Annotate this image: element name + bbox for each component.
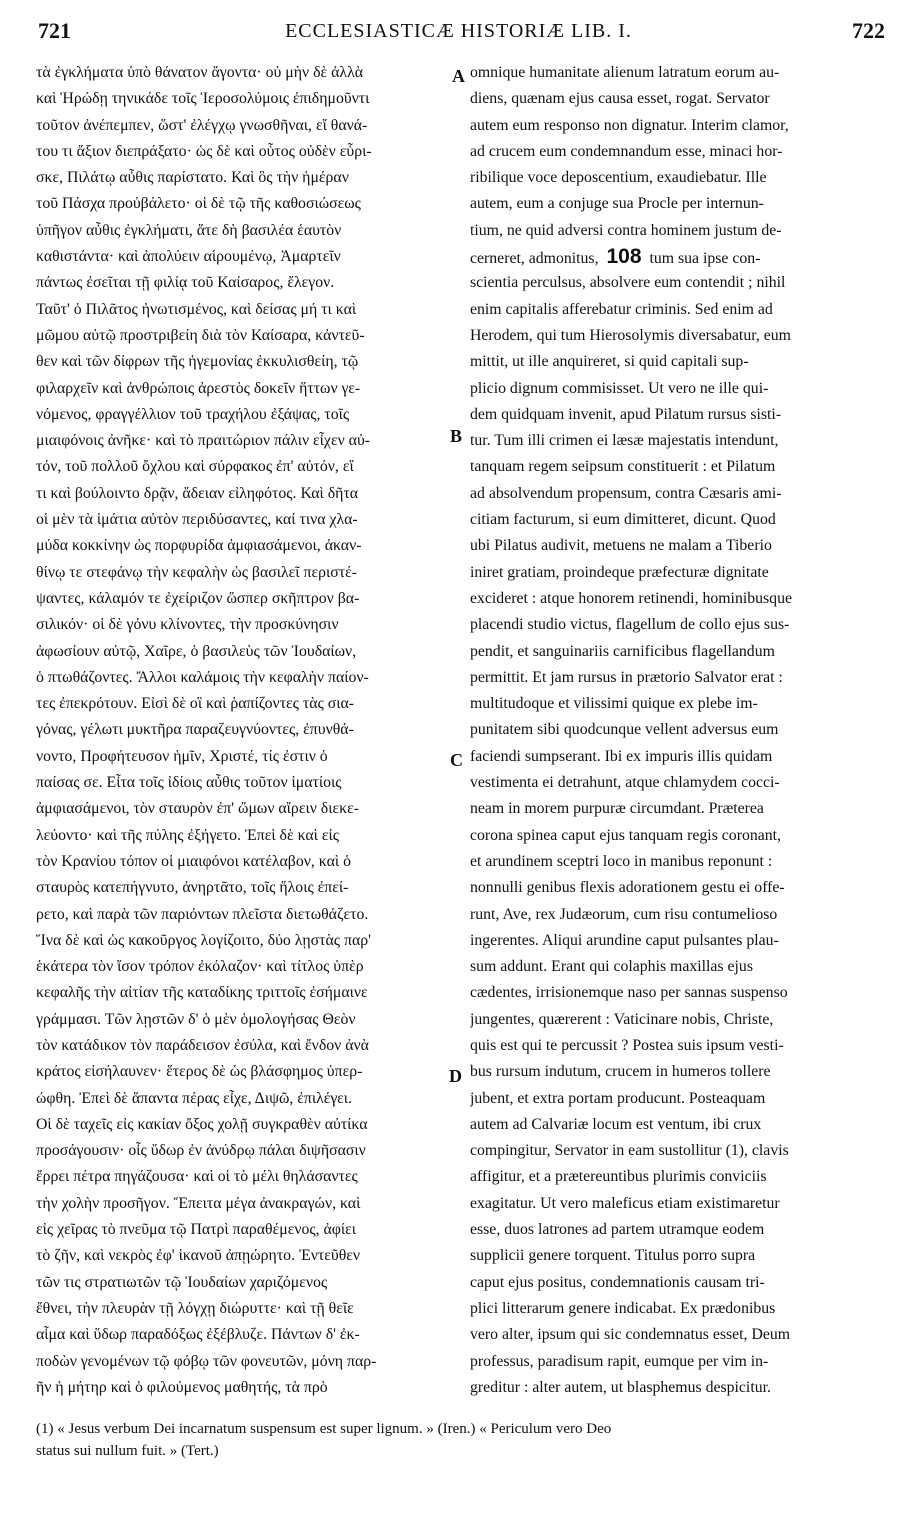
- margin-marker-b: B: [450, 426, 463, 446]
- latin-text-line: caput ejus positus, condemnationis causam tri-: [470, 1273, 765, 1291]
- latin-text-line: supplicii genere torquent. Titulus porro supra: [470, 1247, 756, 1265]
- greek-text-line: γράμμασι. Τῶν λῃστῶν δ' ὁ μὲν ὁμολογήσας Θεὸν: [36, 1010, 356, 1028]
- latin-text-line: multitudoque et vilissimi quique ex plebe im-: [470, 695, 758, 713]
- page-header: [32, 10, 885, 50]
- latin-text-line: nonnulli genibus flexis adorationem gestu ei offe-: [470, 879, 785, 897]
- greek-text-line: ἀφωσίουν αὐτῷ, Χαῖρε, ὁ βασιλεὺς τῶν Ἰουδαίων,: [36, 642, 357, 660]
- greek-text-line: κράτος εἰσήλαυνεν· ἕτερος δὲ ὡς βλάσφημος ὑπερ-: [36, 1063, 363, 1081]
- latin-text-line: mittit, ut ille anquireret, si quid capitali sup-: [470, 353, 749, 371]
- greek-text-line: ἔρρει πέτρα πηγάζουσα· καὶ οἱ τὸ μέλι θηλάσαντες: [36, 1168, 358, 1186]
- greek-text-line: νοντο, Προφήτευσον ἡμῖν, Χριστέ, τίς ἐστιν ὁ: [36, 747, 328, 765]
- latin-text-line: citiam facturum, si eum dimitteret, dicunt. Quod: [470, 511, 776, 529]
- greek-text-line: οἱ μὲν τὰ ἱμάτια αὐτὸν περιδύσαντες, καί τινα χλα-: [36, 511, 358, 529]
- footnote-line: status sui nullum fuit. » (Tert.): [36, 1443, 219, 1459]
- greek-text-line: ἑκάτερα τὸν ἴσον τρόπον ἐκόλαζον· καὶ τίτλος ὑπὲρ: [36, 958, 364, 976]
- latin-text-line: quis est qui te percussit ? Postea suis ipsum vesti-: [470, 1036, 784, 1054]
- greek-text-line: λεύοντο· καὶ τῆς πύλης ἐξήγετο. Ἐπεὶ δὲ καὶ εἰς: [36, 826, 340, 844]
- greek-text-line: τοῦ Πάσχα προὐβάλετο· οἱ δὲ τῷ τῆς καθοσιώσεως: [36, 195, 361, 213]
- latin-text-line: faciendi sumpserant. Ibi ex impuris illis quidam: [470, 747, 773, 765]
- latin-text-line: excideret : atque honorem retinendi, hominibusque: [470, 589, 792, 607]
- greek-text-line: ποδὼν γενομένων τῷ φόβῳ τῶν φονευτῶν, μόνη παρ-: [36, 1352, 377, 1370]
- greek-text-line: ἀμφιασάμενοι, τὸν σταυρὸν ἐπ' ὤμων αἴρειν διεκε-: [36, 800, 359, 818]
- latin-text-line: omnique humanitate alienum latratum eorum au-: [470, 64, 780, 81]
- greek-text-line: τι καὶ βούλοιντο δρᾷν, ἄδειαν εἰληφότος. Καὶ δῆτα: [36, 484, 359, 502]
- latin-text-line: compingitur, Servator in eam sustollitur (1), clavis: [470, 1142, 789, 1160]
- greek-text-line: φιλαρχεῖν καὶ ἀνθρώποις ἀρεστὸς δοκεῖν ἥττων γε-: [36, 379, 361, 397]
- left-page-number: 721: [38, 18, 71, 43]
- greek-text-line: παίσας σε. Εἶτα τοῖς ἰδίοις αὖθις τοῦτον ἱματίοις: [36, 774, 342, 792]
- latin-text-line: permittit. Et jam rursus in prætorio Salvator erat :: [470, 668, 783, 686]
- latin-text-line: plicio dignum commisisset. Ut vero ne ille qui-: [470, 379, 769, 397]
- greek-text-line: σκε, Πιλάτῳ αὖθις παρίστατο. Καὶ ὃς τὴν ἡμέραν: [36, 169, 349, 187]
- greek-text-line: μιαιφόνοις ἀνῆκε· καὶ τὸ πραιτώριον πάλιν εἶχεν αὐ-: [36, 432, 371, 450]
- latin-text-line: scientia perculsus, absolvere eum contendit ; nihil: [470, 274, 786, 292]
- greek-text-line: νόμενος, φραγγέλλιον τοῦ τραχήλου ἐξάψας, τοῖς: [36, 405, 350, 423]
- latin-text-line: greditur : alter autem, ut blasphemus despicitur.: [470, 1378, 771, 1396]
- latin-text-line: pendit, et sanguinariis carnificibus flagellandum: [470, 642, 775, 660]
- greek-text-line: αἷμα καὶ ὕδωρ παραδόξως ἐξέβλυζε. Πάντων δ' ἐκ-: [36, 1326, 360, 1344]
- greek-text-line: ῆν ἡ μήτηρ καὶ ὁ φιλούμενος μαθητής, τὰ πρὸ: [36, 1378, 328, 1396]
- greek-text-line: τόν, τοῦ πολλοῦ ὄχλου καὶ σύρφακος ἐπ' αὐτόν, εἴ: [36, 458, 354, 476]
- greek-text-column: [36, 60, 450, 1398]
- latin-text-line: Herodem, qui tum Hierosolymis diversabatur, eum: [470, 326, 791, 344]
- latin-text-line: placendi studio victus, flagellum de collo ejus sus-: [470, 616, 790, 634]
- greek-text-line: τῶν τις στρατιωτῶν τῷ Ἰουδαίων χαριζόμενος: [36, 1273, 328, 1291]
- latin-text-line: exagitatur. Ut vero maleficus etiam existimaretur: [470, 1194, 780, 1212]
- greek-text-line: ώφθη. Ἐπεὶ δὲ ἅπαντα πέρας εἶχε, Διψῶ, ἐπιλέγει.: [36, 1089, 352, 1107]
- footnote: [36, 1418, 883, 1462]
- latin-text-line: plici litterarum genere indicabat. Ex prædonibus: [470, 1299, 776, 1317]
- running-title: ECCLESIASTICÆ HISTORIÆ LIB. I.: [285, 20, 632, 42]
- latin-text-line: bus rursum indutum, crucem in humeros tollere: [470, 1063, 771, 1081]
- latin-text-line: autem, eum a conjuge sua Procle per internun-: [470, 195, 764, 213]
- greek-text-line: Ἵνα δὲ καὶ ὡς κακοῦργος λογίζοιτο, δύο λῃστὰς παρ': [36, 931, 371, 949]
- latin-text-line: ad crucem eum condemnandum esse, minaci hor-: [470, 142, 783, 160]
- latin-text-line: professus, paradisum rapit, eumque per vim in-: [470, 1352, 769, 1370]
- margin-marker-d: D: [449, 1066, 462, 1086]
- greek-text-line: κεφαλῆς τὴν αἰτίαν τῆς καταδίκης τριττοῖς ἐσήμαινε: [36, 984, 368, 1002]
- greek-text-line: τὴν χολὴν προσῆγον. Ἔπειτα μέγα ἀνακραγών, καὶ: [36, 1194, 361, 1212]
- greek-text-line: προσάγουσιν· οἷς ὕδωρ ἐν ἀνύδρῳ πάλαι διψῆσασιν: [36, 1142, 366, 1160]
- greek-text-line: πάντως ἐσεῖται τῇ φιλίᾳ τοῦ Καίσαρος, ἔλεγον.: [36, 274, 335, 292]
- latin-text-line: ribilique voce deposcentium, exaudiebatur. Ille: [470, 169, 767, 187]
- greek-text-line: τὸν κατάδικον τὸν παράδεισον ἐσύλα, καὶ ἔνδον ἀνὰ: [36, 1036, 369, 1054]
- margin-marker-c: C: [450, 750, 463, 770]
- latin-text-line: corona spinea caput ejus tanquam regis coronant,: [470, 826, 782, 844]
- latin-text-line: autem ad Calvariæ locum est ventum, ibi crux: [470, 1115, 762, 1133]
- greek-text-line: ψαντες, κάλαμόν τε ἐχείριζον ὥσπερ σκῆπτρον βα-: [36, 589, 360, 607]
- greek-text-line: τες ἐπεκρότουν. Εἰσὶ δὲ οἳ καὶ ῥαπίζοντες τὰς σια-: [36, 695, 355, 713]
- greek-text-line: Ταῦτ' ὁ Πιλᾶτος ἠνωτισμένος, καὶ δείσας μή τι καὶ: [36, 300, 357, 318]
- latin-text-line: vestimenta ei detrahunt, atque chlamydem cocci-: [470, 774, 780, 792]
- latin-text-line: neam in morem purpuræ circumdant. Præterea: [470, 800, 764, 818]
- greek-text-line: τοῦτον ἀνέπεμπεν, ὥστ' ἐλέγχῳ γνωσθῆναι, εἴ θανά-: [36, 116, 368, 134]
- latin-text-line: ubi Pilatus audivit, metuens ne malam a Tiberio: [470, 537, 772, 555]
- latin-text-line: diens, quænam ejus causa esset, rogat. Servator: [470, 90, 770, 108]
- greek-text-line: τὰ ἐγκλήματα ὑπὸ θάνατον ἄγοντα· οὐ μὴν δὲ ἀλλὰ: [36, 64, 364, 81]
- latin-text-line: dem quidquam invenit, apud Pilatum rursus sisti-: [470, 405, 782, 423]
- latin-text-line: runt, Ave, rex Judæorum, cum risu contumelioso: [470, 905, 778, 923]
- margin-marker-a: A: [452, 66, 465, 86]
- latin-text-line: tur. Tum illi crimen ei læsæ majestatis intendunt,: [470, 432, 779, 450]
- section-number: 108: [606, 245, 642, 269]
- greek-text-line: ἔθνει, τὴν πλευρὰν τῇ λόγχῃ διώρυττε· καὶ τῇ θεῖε: [36, 1299, 354, 1317]
- latin-text-line: tanquam regem seipsum constituerit : et Pilatum: [470, 458, 776, 476]
- greek-text-line: μῶμου αὐτῷ προστριβείη διὰ τὸν Καίσαρα, κἀντεῦ-: [36, 326, 365, 344]
- greek-text-line: γόνας, γέλωτι μυκτῆρα παραζευγνύοντες, ἐπυνθά-: [36, 721, 354, 739]
- latin-text-line: vero alter, ipsum qui sic condemnatus esset, Deum: [470, 1326, 791, 1344]
- latin-text-line: ingerentes. Aliqui arundine caput pulsantes plau-: [470, 931, 779, 949]
- greek-text-line: ὑπῆγον αὖθις ἐγκλήματι, ἅτε δὴ βασιλέα ἑαυτὸν: [36, 221, 342, 239]
- latin-text-line: [470, 244, 880, 270]
- latin-text-line: punitatem sibi quodcunque vellent adversus eum: [470, 721, 779, 739]
- latin-text-line: sum addunt. Erant qui colaphis maxillas ejus: [470, 958, 753, 976]
- greek-text-line: θεν καὶ τῶν δίφρων τῆς ἡγεμονίας ἐκκυλισθείη, τῷ: [36, 353, 359, 371]
- greek-text-line: Οἱ δὲ ταχεῖς εἰς κακίαν ὄξος χολῇ συγκραθὲν αὐτίκα: [36, 1115, 368, 1133]
- latin-text-line: cædentes, irrisionemque naso per sannas suspenso: [470, 984, 788, 1002]
- latin-text-line: iniret gratiam, proindeque præfecturæ dignitate: [470, 563, 769, 581]
- latin-text-line: affigitur, et a prætereuntibus plurimis conviciis: [470, 1168, 767, 1186]
- greek-text-line: τὸν Κρανίου τόπον οἱ μιαιφόνοι κατέλαβον, καὶ ὁ: [36, 852, 351, 870]
- latin-text-line: esse, duos latrones ad partem utramque eodem: [470, 1221, 765, 1239]
- latin-text-line: autem eum responso non dignatur. Interim clamor,: [470, 116, 789, 134]
- greek-text-line: του τι ἄξιον διεπράξατο· ὡς δὲ καὶ οὗτος οὐδὲν εὗρι-: [36, 142, 372, 160]
- greek-text-line: ὁ πτωθάζοντες. Ἄλλοι καλάμοις τὴν κεφαλὴν παίον-: [36, 668, 369, 686]
- latin-text-line: jubent, et extra portam producunt. Posteaquam: [470, 1089, 766, 1107]
- greek-text-line: θίνῳ τε στεφάνῳ τὴν κεφαλὴν ὡς βασιλεῖ περιστέ-: [36, 563, 357, 581]
- footnote-line: (1) « Jesus verbum Dei incarnatum suspensum est super lignum. » (Iren.) « Periculum vero Deo: [36, 1421, 612, 1437]
- latin-text-line: tium, ne quid adversi contra hominem justum de-: [470, 221, 782, 239]
- latin-text-line: ad absolvendum propensum, contra Cæsaris ami-: [470, 484, 782, 502]
- latin-text-column: [470, 60, 880, 1398]
- greek-text-line: καὶ Ἡρώδῃ τηνικάδε τοῖς Ἱεροσολύμοις ἐπιδημοῦντι: [36, 90, 370, 108]
- greek-text-line: εἰς χεῖρας τὸ πνεῦμα τῷ Πατρὶ παραθέμενος, ἀφίει: [36, 1221, 357, 1239]
- latin-text-line: enim capitalis afferebatur criminis. Sed enim ad: [470, 300, 773, 318]
- greek-text-line: ρετο, καὶ παρὰ τῶν παριόντων πλεῖστα διετωθάζετο.: [36, 905, 369, 923]
- latin-text-line: et arundinem sceptri loco in manibus reponunt :: [470, 852, 773, 870]
- greek-text-line: σταυρὸς κατεπήγνυτο, ἀνηρτᾶτο, τοῖς ἥλοις ἐπεί-: [36, 879, 349, 897]
- greek-text-line: σιλικόν· οἱ δὲ γόνυ κλίνοντες, τὴν προσκύνησιν: [36, 616, 339, 634]
- latin-text-line: jungentes, quærerent : Vaticinare nobis, Christe,: [470, 1010, 774, 1028]
- right-page-number: 722: [852, 18, 885, 43]
- text-fragment: cerneret, admonitus,: [470, 250, 603, 268]
- greek-text-line: τὸ ζῆν, καὶ νεκρὸς ἐφ' ἱκανοῦ ἀπῃώρητο. Ἐντεῦθεν: [36, 1247, 361, 1265]
- text-fragment: tum sua ipse con-: [645, 250, 761, 268]
- greek-text-line: μύδα κοκκίνην ὡς πορφυρίδα ἀμφιασάμενοι, ἀκαν-: [36, 537, 362, 555]
- greek-text-line: καθιστάντα· καὶ ἀπολύειν αἱρουμένῳ, Ἁμαρτεῖν: [36, 248, 341, 266]
